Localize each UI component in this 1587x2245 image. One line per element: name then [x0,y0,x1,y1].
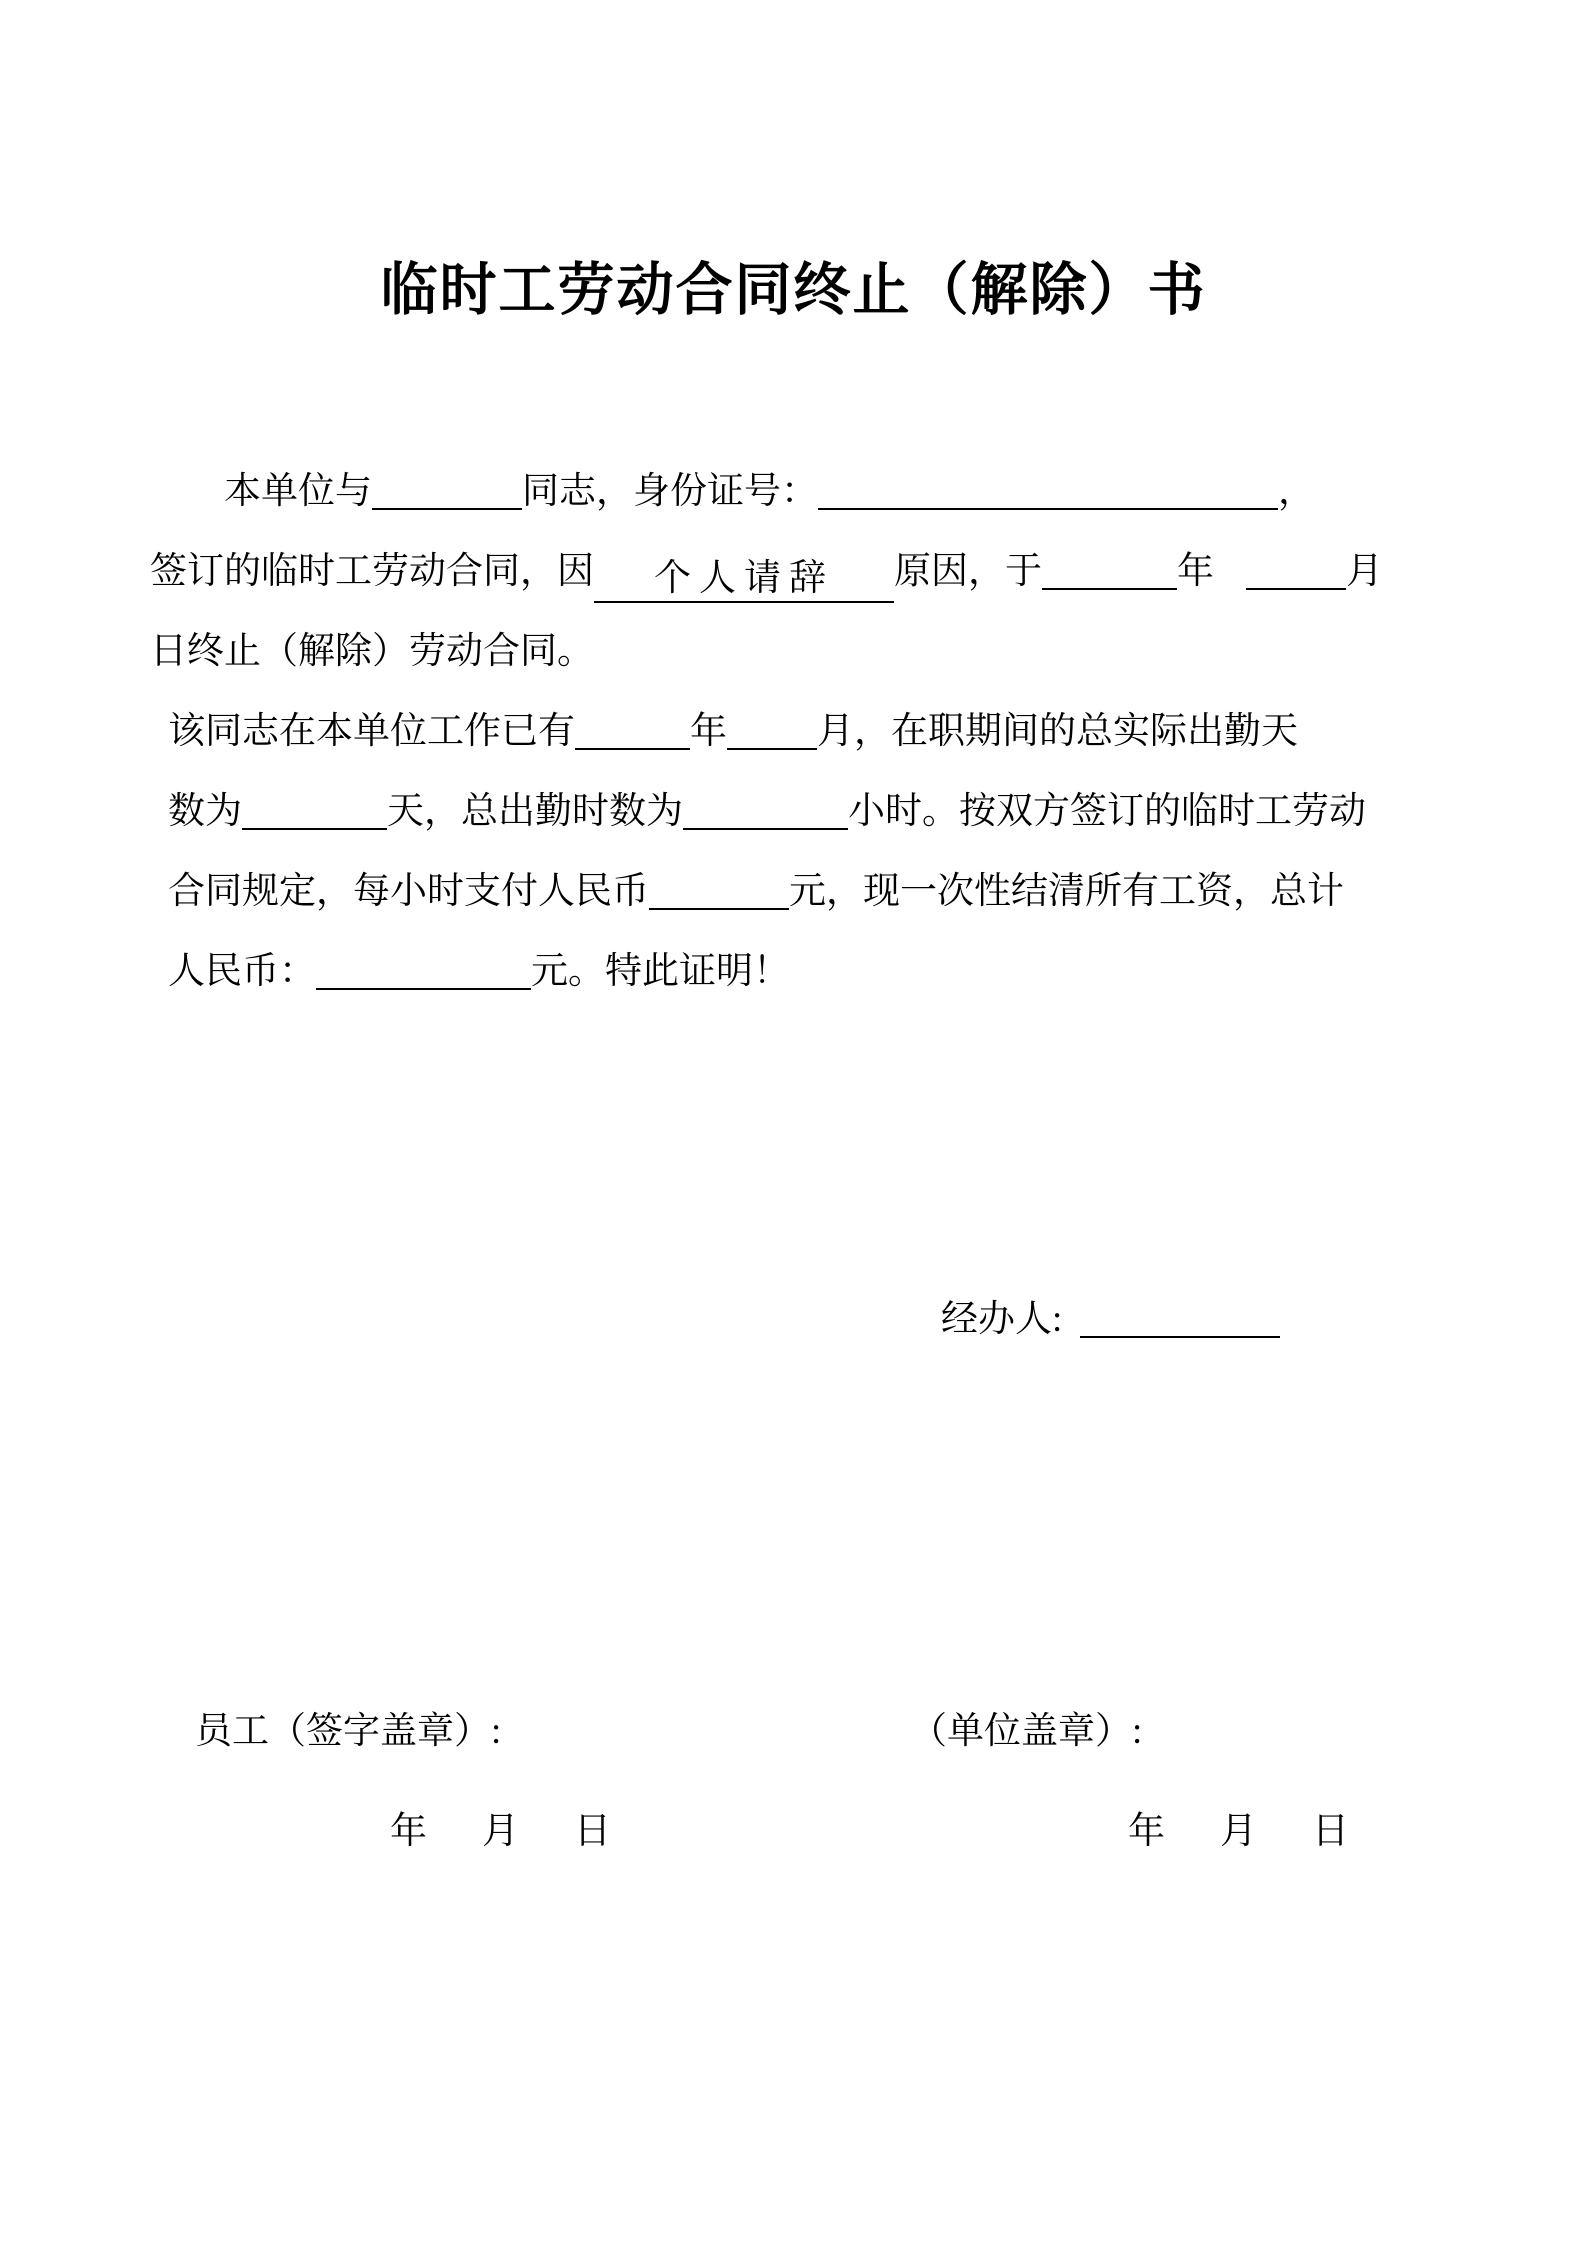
worked-years-blank[interactable] [575,704,690,750]
p1l1-text-end: ， [1278,471,1315,512]
p2l4-text-rest: 元。特此证明！ [531,951,790,992]
p2l2-text-pre: 数为 [168,791,242,832]
handler-signature-blank[interactable] [1080,1292,1280,1338]
unit-date-month: 月 [1220,1811,1257,1852]
termination-reason-blank[interactable]: 个人请辞 [594,557,894,603]
employee-name-blank[interactable] [372,464,522,510]
total-amount-blank[interactable] [316,944,531,990]
id-number-blank[interactable] [818,464,1278,510]
p2l3-text-rest: 元，现一次性结清所有工资，总计 [789,871,1344,912]
employee-date-year: 年 [390,1811,427,1852]
employee-date-day: 日 [574,1811,611,1852]
p1l3-text: 日终止（解除）劳动合同。 [150,631,594,672]
paragraph1-line3 [150,612,1450,692]
paragraph1-line1 [150,452,1450,532]
p1l2-text-month: 月 [1346,551,1383,592]
worked-months-blank[interactable] [727,704,817,750]
p1l1-text-pre: 本单位与 [224,471,372,512]
document-title: 临时工劳动合同终止（解除）书 [380,259,1207,322]
p2l2-text-rest: 小时。按双方签订的临时工劳动 [848,791,1366,832]
hourly-rate-blank[interactable] [649,864,789,910]
attendance-days-blank[interactable] [242,784,387,830]
termination-month-blank[interactable] [1246,544,1346,590]
unit-date-year: 年 [1128,1811,1165,1852]
handler-line [941,1288,1280,1342]
paragraph2-line3 [150,852,1450,932]
p2l1-text-year: 年 [690,711,727,752]
p1l2-text-year: 年 [1177,551,1214,592]
p1l2-text-pre: 签订的临时工劳动合同，因 [150,551,594,592]
document-body [150,452,1450,1012]
unit-date-line [1128,1800,1349,1854]
unit-date-day: 日 [1312,1811,1349,1852]
employee-date-month: 月 [482,1811,519,1852]
attendance-hours-blank[interactable] [683,784,848,830]
paragraph2-line1 [150,692,1450,772]
handler-label: 经办人: [941,1299,1063,1340]
p2l1-text-pre: 该同志在本单位工作已有 [168,711,575,752]
employee-signature-label: 员工（签字盖章）: [195,1711,502,1752]
paragraph2-line4 [150,932,1450,1012]
p2l4-text-pre: 人民币： [168,951,316,992]
p2l1-text-rest: 月，在职期间的总实际出勤天 [817,711,1298,752]
paragraph1-line2 [150,532,1450,612]
p1l2-text-mid: 原因，于 [894,551,1042,592]
p1l1-text-mid: 同志，身份证号： [522,471,818,512]
p2l2-text-mid: 天，总出勤时数为 [387,791,683,832]
employee-date-line [390,1800,611,1854]
p2l3-text-pre: 合同规定，每小时支付人民币 [168,871,649,912]
unit-seal-label: （单位盖章）: [910,1711,1143,1752]
paragraph2-line2 [150,772,1450,852]
termination-year-blank[interactable] [1042,544,1177,590]
